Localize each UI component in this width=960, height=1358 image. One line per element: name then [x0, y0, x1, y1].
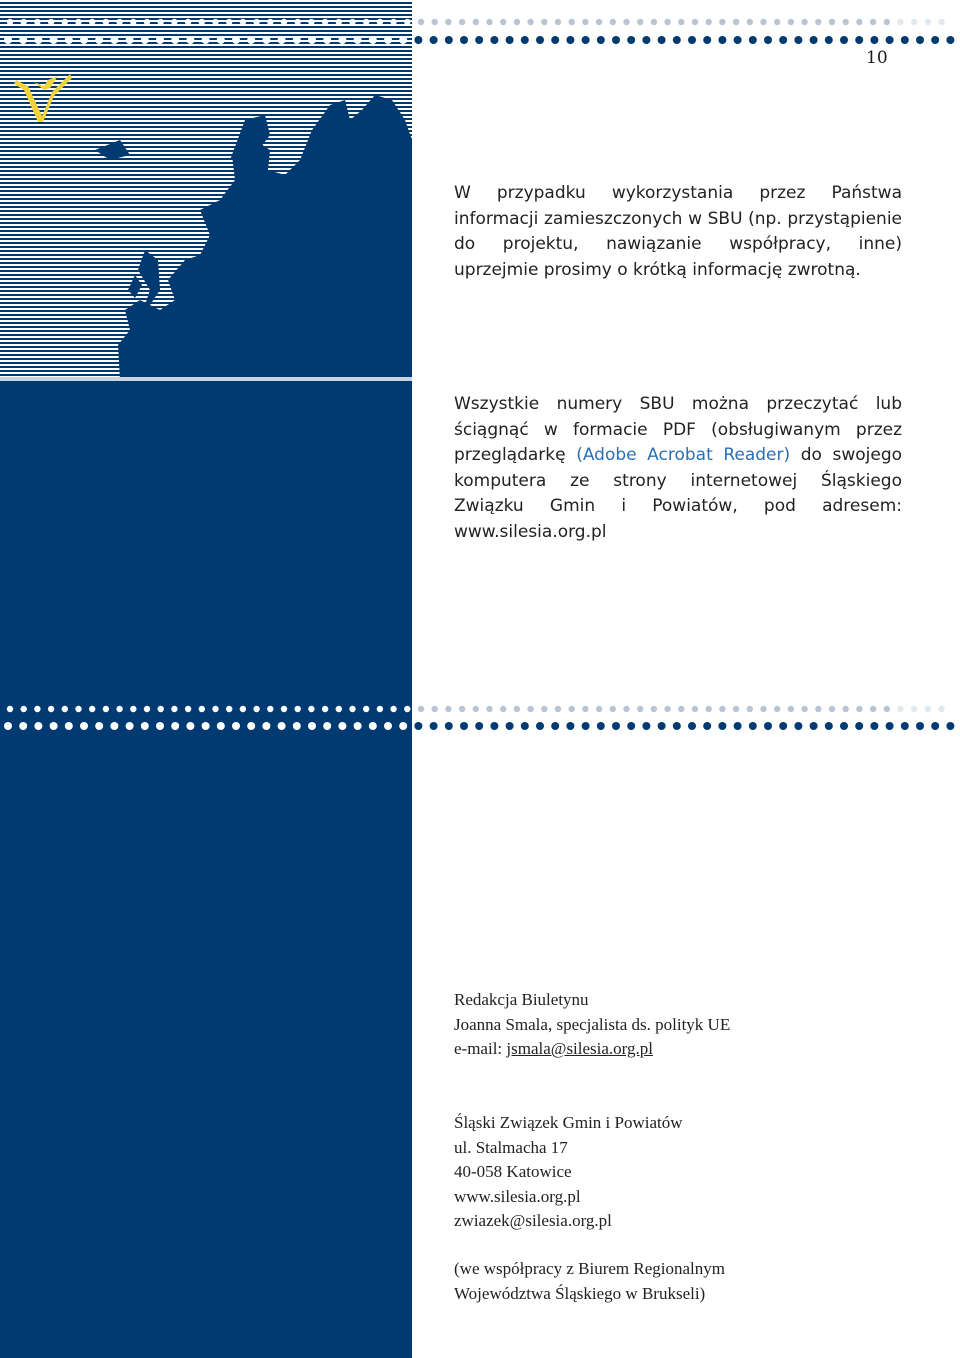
decorative-dot [267, 706, 273, 712]
feedback-paragraph: W przypadku wykorzystania przez Państwa informacji zamieszczonych w SBU (np. przystąpienie do projektu, nawiązanie współpracy, inne) uprzejmie prosimy o krótką informację zwrotną. [454, 183, 902, 280]
decorative-dot [916, 722, 924, 730]
decorative-dot [938, 706, 944, 712]
decorative-dot [764, 722, 772, 730]
decorative-dot [734, 722, 742, 730]
decorative-dot [281, 706, 287, 712]
decorative-dot [199, 706, 205, 712]
editor-name: Joanna Smala, specjalista ds. polityk UE [454, 1014, 731, 1034]
download-paragraph [454, 392, 902, 545]
decorative-dot [688, 722, 696, 730]
decorative-dot [430, 722, 438, 730]
decorative-dot [21, 706, 27, 712]
email-label: e-mail: [454, 1039, 507, 1058]
decorative-dot [460, 722, 468, 730]
decorative-dot [384, 722, 392, 730]
decorative-dot [733, 706, 739, 712]
decorative-dot [232, 722, 240, 730]
decorative-dot [459, 706, 465, 712]
decorative-dot [886, 722, 894, 730]
decorative-dot [349, 706, 355, 712]
decorative-dot [884, 706, 890, 712]
decorative-dot [747, 706, 753, 712]
decorative-dot [322, 706, 328, 712]
decorative-dot [144, 706, 150, 712]
decorative-dot [363, 706, 369, 712]
decorative-dot [293, 722, 301, 730]
decorative-dot [418, 706, 424, 712]
decorative-dot [65, 722, 73, 730]
decorative-dot [825, 722, 833, 730]
decorative-dot [158, 706, 164, 712]
decorative-dot [925, 706, 931, 712]
decorative-dot [651, 706, 657, 712]
decorative-dot [637, 706, 643, 712]
decorative-dot [658, 722, 666, 730]
decorative-dot [536, 722, 544, 730]
decorative-dot [75, 706, 81, 712]
page-number: 10 [866, 48, 888, 68]
decorative-dot [623, 706, 629, 712]
decorative-dot [794, 722, 802, 730]
decorative-dot [445, 706, 451, 712]
editorial-title: Redakcja Biuletynu [454, 990, 589, 1009]
decorative-dot [870, 706, 876, 712]
decorative-dot [354, 722, 362, 730]
decorative-dot [490, 722, 498, 730]
decorative-dot [692, 706, 698, 712]
decorative-dot [555, 706, 561, 712]
decorative-dot [911, 706, 917, 712]
decorative-dot [706, 706, 712, 712]
decorative-dot [473, 706, 479, 712]
decorative-dot [414, 722, 422, 730]
decorative-dot [185, 706, 191, 712]
decorative-dot [749, 722, 757, 730]
decorative-dot [829, 706, 835, 712]
organization-website[interactable]: www.silesia.org.pl [454, 1186, 581, 1206]
decorative-dot [404, 706, 410, 712]
decorative-dot [48, 706, 54, 712]
decorative-dot [521, 722, 529, 730]
editor-email-line [454, 1037, 934, 1062]
decorative-dot [582, 706, 588, 712]
decorative-dot [186, 722, 194, 730]
organization-name: Śląski Związek Gmin i Powiatów [454, 1113, 683, 1132]
decorative-dot [810, 722, 818, 730]
decorative-dot [156, 722, 164, 730]
decorative-dot [541, 706, 547, 712]
decorative-dot [788, 706, 794, 712]
decorative-dot [719, 706, 725, 712]
decorative-dot [432, 706, 438, 712]
decorative-dot [377, 706, 383, 712]
decorative-dot [336, 706, 342, 712]
organization-email[interactable]: zwiazek@silesia.org.pl [454, 1211, 612, 1230]
decorative-dot [89, 706, 95, 712]
decorative-dot [566, 722, 574, 730]
decorative-dot [212, 706, 218, 712]
decorative-dot [527, 706, 533, 712]
decorative-dot [582, 722, 590, 730]
decorative-dot [664, 706, 670, 712]
organization-street: ul. Stalmacha 17 [454, 1137, 568, 1157]
decorative-dot [226, 706, 232, 712]
decorative-dot [855, 722, 863, 730]
decorative-dot [262, 722, 270, 730]
decorative-dot [95, 722, 103, 730]
cooperation-line-2: Województwa Śląskiego w Brukseli) [454, 1283, 706, 1303]
decorative-dot [569, 706, 575, 712]
decorative-dot [500, 706, 506, 712]
decorative-dot [774, 706, 780, 712]
organization-city: 40-058 Katowice [454, 1162, 572, 1181]
decorative-dot [116, 706, 122, 712]
decorative-dot [627, 722, 635, 730]
decorative-dot [801, 706, 807, 712]
decorative-dot [486, 706, 492, 712]
decorative-dot [34, 706, 40, 712]
decorative-dot [610, 706, 616, 712]
decorative-dot [141, 722, 149, 730]
decorative-dot [856, 706, 862, 712]
decorative-dot [475, 722, 483, 730]
decorative-dot [7, 706, 13, 712]
decorative-dot [597, 722, 605, 730]
download-text-end: do swojego komputera ze strony internetowej Śląskiego Związku Gmin i Powiatów, pod adresem: www.silesia.org.pl [454, 445, 903, 542]
decorative-dot [171, 706, 177, 712]
decorative-dot [50, 722, 58, 730]
decorative-dot [130, 706, 136, 712]
decorative-dot [931, 722, 939, 730]
decorative-dot [240, 706, 246, 712]
decorative-dot [247, 722, 255, 730]
decorative-dot [779, 722, 787, 730]
editorial-block [454, 988, 934, 1062]
decorative-dot [202, 722, 210, 730]
decorative-dot [642, 722, 650, 730]
cooperation-note [454, 1257, 934, 1306]
decorative-dot [815, 706, 821, 712]
editor-email-link[interactable]: jsmala@silesia.org.pl [506, 1039, 654, 1058]
decorative-dot [390, 706, 396, 712]
decorative-dot [308, 706, 314, 712]
decorative-dot [4, 722, 12, 730]
decorative-dot [445, 722, 453, 730]
decorative-dot [843, 706, 849, 712]
decorative-dot [897, 706, 903, 712]
decorative-dot [19, 722, 27, 730]
decorative-dot [308, 722, 316, 730]
acrobat-reader-link[interactable]: (Adobe Acrobat Reader) [576, 445, 791, 465]
decorative-dot [551, 722, 559, 730]
decorative-dot [34, 722, 42, 730]
cooperation-line-1: (we współpracy z Biurem Regionalnym [454, 1259, 725, 1278]
decorative-dot [612, 722, 620, 730]
decorative-dot [110, 722, 118, 730]
decorative-dot [673, 722, 681, 730]
decorative-dot [80, 722, 88, 730]
decorative-dot [946, 722, 954, 730]
decorative-dot [901, 722, 909, 730]
decorative-dot [369, 722, 377, 730]
decorative-dot [217, 722, 225, 730]
download-text-start: Wszystkie numery SBU można przeczytać lub ściągnąć w formacie PDF (obsługiwanym przez przeglądarkę [454, 394, 902, 465]
organization-address [454, 1111, 934, 1234]
decorative-dot [62, 706, 68, 712]
decorative-dot [126, 722, 134, 730]
decorative-dot [596, 706, 602, 712]
decorative-dot [399, 722, 407, 730]
decorative-dot [840, 722, 848, 730]
decorative-dot [678, 706, 684, 712]
decorative-dot [514, 706, 520, 712]
decorative-dot [253, 706, 259, 712]
decorative-dot [718, 722, 726, 730]
decorative-dot [870, 722, 878, 730]
decorative-dot [171, 722, 179, 730]
decorative-dot [103, 706, 109, 712]
decorative-dot [703, 722, 711, 730]
decorative-dot [278, 722, 286, 730]
decorative-dot [295, 706, 301, 712]
decorative-dot [323, 722, 331, 730]
decorative-dot [338, 722, 346, 730]
decorative-dot [760, 706, 766, 712]
decorative-dot [506, 722, 514, 730]
